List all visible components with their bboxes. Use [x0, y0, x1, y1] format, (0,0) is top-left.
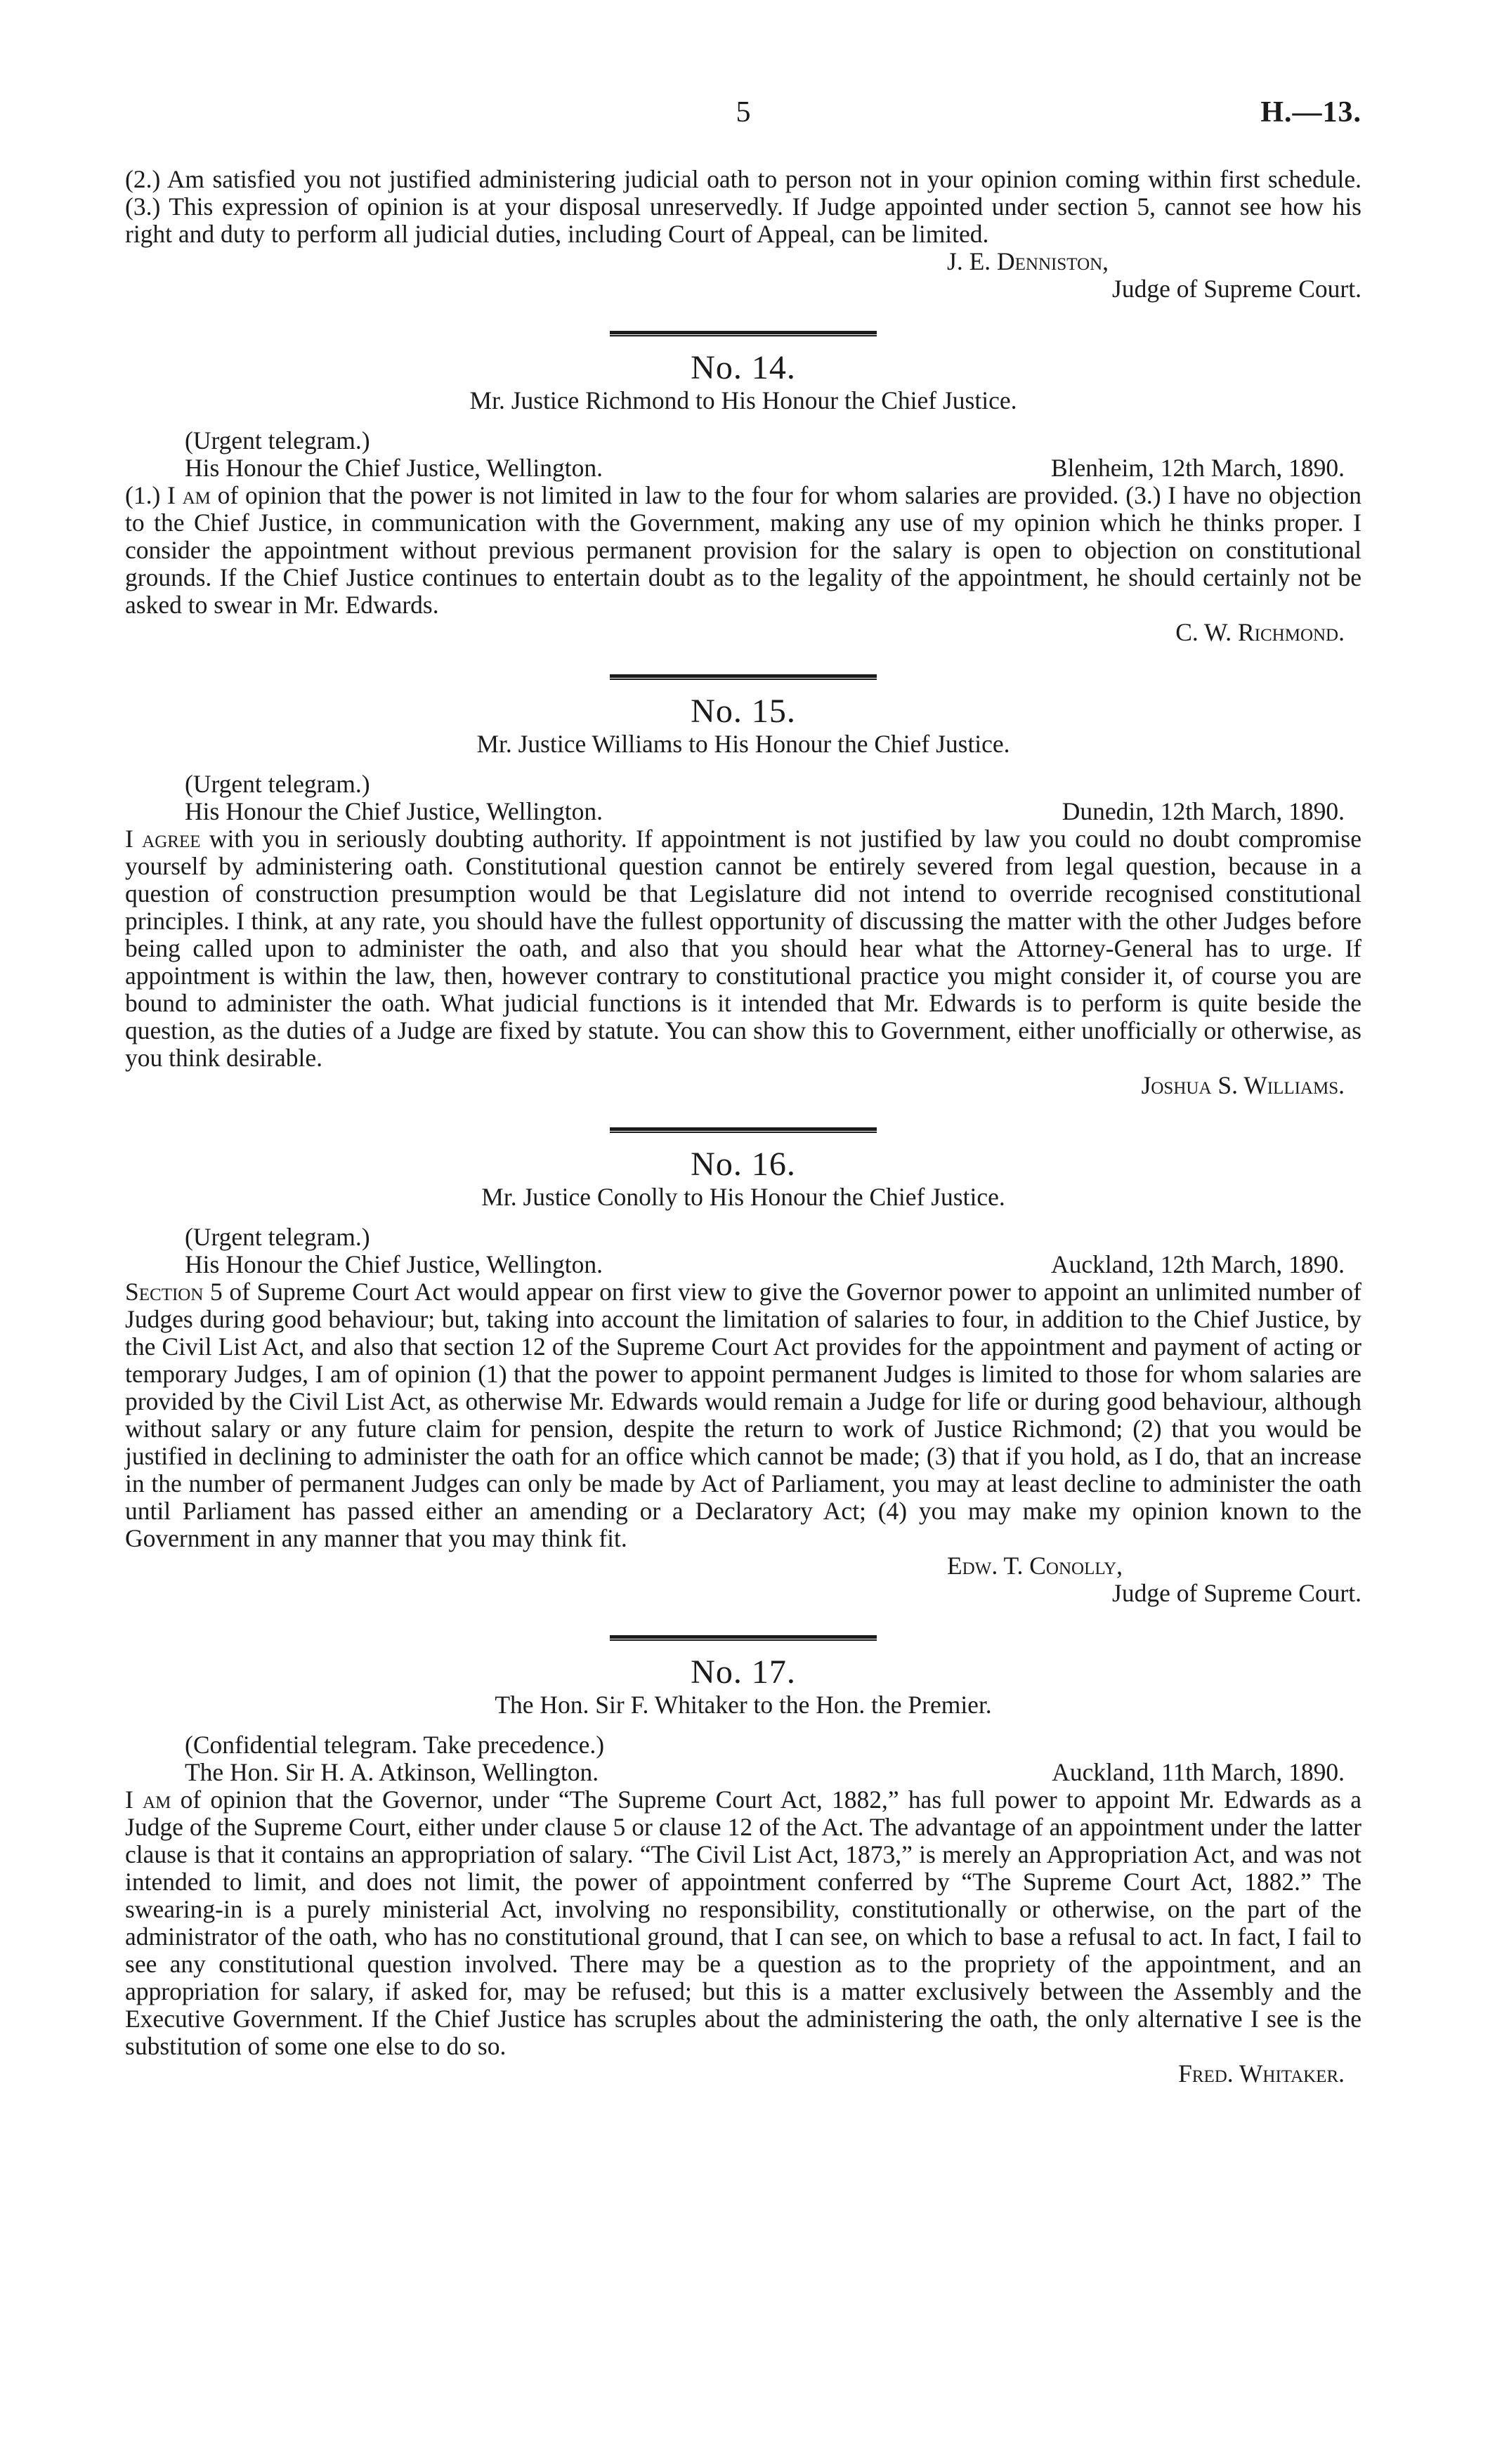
intro-text: (2.) Am satisfied you not justified administering judicial oath to person not in your opinion coming within first schedule. (3.) This expression of opinion is at your disposal unreservedly. If Judge appointed under section 5, cannot see how his right and duty to perform all judicial duties, including Court of Appeal, can be limited. — [125, 165, 1361, 248]
section-divider — [610, 674, 877, 680]
addressee: The Hon. Sir H. A. Atkinson, Wellington. — [185, 1758, 599, 1786]
place-date: Auckland, 12th March, 1890. — [1050, 1250, 1345, 1278]
body-lead: I am — [167, 481, 211, 509]
body-text: 5 of Supreme Court Act would appear on first view to give the Governor power to appoint an unlimited number of Judges during good behaviour; but, taking into account the limitation of salaries to four, in addition to the Chief Justice, by the Civil List Act, and also that section 12 of the Supreme Court Act provides for the appointment and payment of acting or temporary Judges, I am of opinion (1) that the power to appoint permanent Judges is limited to those for whom salaries are provided by the Civil List Act, as otherwise Mr. Edwards would remain a Judge for life or during good behaviour, although without salary or any future claim for pension, despite the return to work of Justice Richmond; (2) that you would be justified in declining to administer the oath for an office which cannot be made; (3) that if you hold, as I do, that an increase in the number of permanent Judges can only be made by Act of Parliament, you may at least decline to administer the oath until Parliament has passed either an amending or a Declaratory Act; (4) you may make my opinion known to the Government in any manner that you may think fit. — [125, 1278, 1362, 1552]
page-number: 5 — [736, 96, 751, 129]
signature — [940, 1552, 1361, 1607]
signature-name: Edw. T. Conolly, — [947, 1552, 1123, 1580]
place-date: Auckland, 11th March, 1890. — [1052, 1758, 1345, 1786]
document-reference: H.—13. — [1260, 96, 1361, 129]
telegram-note: (Urgent telegram.) — [185, 1223, 370, 1251]
body-text: of opinion that the Governor, under “The Supreme Court Act, 1882,” has full power to appoint Mr. Edwards as a Judge of the Supreme Court, either under clause 5 or clause 12 of the Act. The advantage of an appointment under the latter clause is that it contains an appropriation of salary. “The Civil List Act, 1873,” is merely an Appropriation Act, and was not intended to limit, and does not limit, the power of appointment conferred by “The Supreme Court Act, 1882.” The swearing-in is a purely ministerial Act, involving no responsibility, constitutionally or otherwise, on the part of the administrator of the oath, who has no constitutional ground, that I can see, on which to base a refusal to act. In fact, I fail to see any constitutional question involved. There may be a question as to the propriety of the appointment, and an appropriation for salary, if asked for, may be refused; but this is a matter exclusively between the Assembly and the Executive Government. If the Chief Justice has scruples about the administering the oath, the only alternative I see is the substitution of some one else to do so. — [125, 1785, 1361, 2060]
section-body — [125, 1278, 1361, 1552]
body-lead: I agree — [125, 825, 201, 853]
addressee: His Honour the Chief Justice, Wellington. — [185, 454, 603, 482]
place-date: Blenheim, 12th March, 1890. — [1050, 454, 1345, 482]
section-divider — [610, 1635, 877, 1641]
section-number: No. 15. — [691, 693, 796, 730]
addressee: His Honour the Chief Justice, Wellington. — [185, 797, 603, 825]
section-divider — [610, 1127, 877, 1133]
signature-name: Fred. Whitaker. — [1178, 2059, 1345, 2088]
page-header — [125, 96, 1361, 138]
section-no-17 — [125, 1653, 1361, 2088]
address-line — [125, 798, 1361, 825]
body-text: with you in seriously doubting authority. If appointment is not justified by law you could no doubt compromise yourself by administering oath. Constitutional question cannot be entirely severed from legal question, because in a question of construction presumption would be that Legislature did not intend to override recognised constitutional principles. I think, at any rate, you should have the fullest opportunity of discussing the matter with the other Judges before being called upon to administer the oath, and also that you should hear what the Attorney-General has to urge. If appointment is within the law, then, however contrary to constitutional practice you might consider it, of course you are bound to administer the oath. What judicial functions is it intended that Mr. Edwards is to perform is quite beside the question, as the duties of a Judge are fixed by statute. You can show this to Government, either unofficially or otherwise, as you think desirable. — [125, 825, 1361, 1072]
intro-signature-title: Judge of Supreme Court. — [1112, 275, 1361, 303]
section-number: No. 16. — [691, 1146, 796, 1183]
section-divider — [610, 331, 877, 336]
telegram-note: (Urgent telegram.) — [185, 426, 370, 454]
signature — [125, 2060, 1361, 2088]
page-content — [125, 166, 1361, 2088]
intro-signature-name: J. E. Denniston, — [947, 247, 1109, 275]
place-date: Dunedin, 12th March, 1890. — [1062, 797, 1345, 825]
body-text: of opinion that the power is not limited in law to the four for whom salaries are provided. (3.) I have no objection to the Chief Justice, in communication with the Government, making any use of my opinion which he thinks proper. I consider the appointment without previous permanent provision for the salary is open to objection on constitutional grounds. If the Chief Justice continues to entertain doubt as to the legality of the appointment, he should certainly not be asked to swear in Mr. Edwards. — [125, 481, 1361, 619]
body-lead: I am — [125, 1785, 171, 1814]
section-body — [125, 825, 1361, 1072]
telegram-note: (Urgent telegram.) — [185, 770, 370, 798]
section-number: No. 14. — [691, 349, 796, 386]
section-no-16 — [125, 1146, 1361, 1607]
signature-name: C. W. Richmond. — [1175, 618, 1345, 646]
intro-paragraph — [125, 166, 1361, 248]
signature-name: Joshua S. Williams. — [1141, 1071, 1345, 1099]
signature — [125, 619, 1361, 646]
intro-signature — [940, 248, 1361, 303]
address-line — [125, 1251, 1361, 1278]
section-subtitle: The Hon. Sir F. Whitaker to the Hon. the Premier. — [495, 1691, 992, 1719]
section-body — [125, 482, 1361, 619]
section-subtitle: Mr. Justice Richmond to His Honour the Chief Justice. — [469, 386, 1017, 414]
body-lead: Section — [125, 1278, 204, 1306]
address-line — [125, 454, 1361, 482]
section-no-14 — [125, 349, 1361, 646]
section-subtitle: Mr. Justice Williams to His Honour the Chief Justice. — [476, 730, 1010, 758]
address-line — [125, 1759, 1361, 1786]
addressee: His Honour the Chief Justice, Wellington. — [185, 1250, 603, 1278]
telegram-note: (Confidential telegram. Take precedence.) — [185, 1731, 605, 1759]
section-no-15 — [125, 693, 1361, 1099]
section-body — [125, 1786, 1361, 2060]
body-prefix: (1.) — [125, 481, 168, 509]
section-number: No. 17. — [691, 1653, 796, 1691]
signature-title: Judge of Supreme Court. — [1112, 1579, 1361, 1607]
signature — [125, 1072, 1361, 1099]
section-subtitle: Mr. Justice Conolly to His Honour the Chief Justice. — [481, 1183, 1005, 1211]
